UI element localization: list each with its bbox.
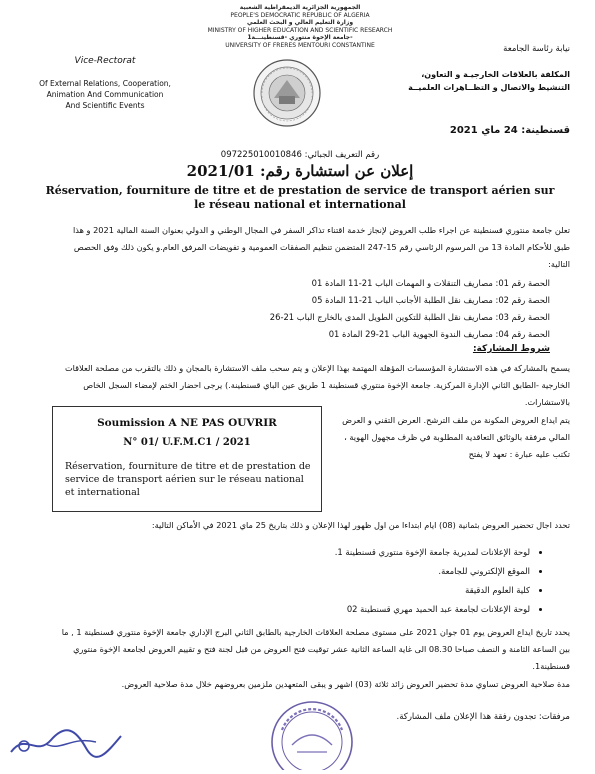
vice-rectorate-ar-title: نيابة رئاسة الجامعة: [503, 44, 570, 54]
header-ministry-en: MINISTRY OF HIGHER EDUCATION AND SCIENTIFIC RESEARCH: [207, 26, 393, 34]
university-logo: [252, 58, 322, 128]
place-item: • لوحة الإعلانات لجامعة عبد الحميد مهري قسنطينة 02: [240, 601, 530, 618]
header-university-ar: جامعة الإخوة منتوري -قسنطينـــة1-: [247, 34, 353, 41]
vice-rectorat-block: [20, 56, 190, 111]
lots-list: [200, 275, 550, 343]
document-date: قسنطينة: 24 ماي 2021: [449, 125, 570, 136]
envelope-reference: N° 01/ U.F.M.C1 / 2021: [123, 437, 251, 448]
vice-rectorat-line2: Animation And Communication: [46, 90, 164, 99]
lot-item: الحصة رقم 02: مصاريف نقل الطلبة الأجانب الباب 21-11 المادة 05: [311, 295, 550, 305]
envelope-subject: Réservation, fourniture de titre et de prestation de service de transport aérien sur le réseau national et international: [65, 461, 311, 498]
vice-rectorat-title: Vice-Rectorat: [74, 56, 136, 66]
opening-paragraph: يحدد تاريخ ايداع العروض يوم 01 جوان 2021 على مستوى مصلحة العلاقات الخارجية بالطابق الثاني البرج الإداري جامعة الإخوة منتوري قسنطينة 1 , ما بين الساعة الثامنة و النصف صباحا 08.30 الى غاية الساعة الثانية عشر توقيت فتح العروض من قبل لجنة فتح و تقييم العروض لجامعة الإخوة منتوري قسنطينة1.: [61, 627, 570, 671]
announcement-title: إعلان عن استشارة رقم: 2021/01: [186, 162, 414, 180]
envelope-do-not-open: Soumission A NE PAS OUVRIR: [97, 417, 277, 429]
lot-item: الحصة رقم 03: مصاريف نقل الطلبة للتكوين الطويل المدى بالخارج الباب 21-26: [269, 312, 550, 322]
deadline-paragraph: تحدد اجال تحضير العروض بثمانية (08) ايام ابتداءا من اول ظهور لهذا الإعلان و ذلك بتاريخ 25 ماي 2021 في الأماكن التالية:: [151, 520, 570, 530]
header-republic-ar: الجمهورية الجزائرية الديمقراطية الشعبية: [239, 4, 361, 11]
deposit-paragraph: يتم ايداع العروض المكونة من ملف الترشح. العرض التقني و العرض المالي مرفقة بالوثائق التعاقدية المطلوبة في ظرف مجهول الهوية ، تكتب عليه عبارة : تعهد لا يفتح: [342, 415, 570, 459]
vice-rectorate-ar-block: [380, 44, 570, 94]
conditions-paragraph: يسمح بالمشاركة في هذه الاستشارة المؤسسات المؤهلة المهتمة بهذا الإعلان و يتم سحب ملف الاستشارة بالمجان و ذلك بالتقرب من مصلحة العلاقات الخارجية -الطابق الثاني الإدارة المركزية. جامعة الإخوة منتوري قسنطينة 1 طريق عين الباي قسنطينة.) يرجى احضار الختم لإمضاء السجل الخاص بالاستشارات.: [64, 363, 570, 407]
header-ministry-ar: وزارة التعليم العالي و البحث العلمي: [246, 19, 354, 26]
header-university-en: UNIVERSITY OF FRERES MENTOURI CONSTANTINE: [225, 41, 375, 49]
vice-rectorat-line1: Of External Relations, Cooperation,: [39, 79, 171, 88]
conditions-heading: شروط المشاركة:: [472, 344, 550, 354]
place-item: • لوحة الإعلانات لمديرية جامعة الإخوة منتوري قسنطينة 1.: [240, 544, 530, 561]
letterhead: [170, 4, 430, 49]
lot-item: الحصة رقم 01: مصاريف التنقلات و المهمات الباب 21-11 المادة 01: [311, 278, 550, 288]
signature: [6, 722, 126, 762]
vice-rectorat-line3: And Scientific Events: [65, 101, 145, 110]
header-republic-en: PEOPLE'S DEMOCRATIC REPUBLIC OF ALGERIA: [230, 11, 370, 19]
place-item: • الموقع الإلكتروني للجامعة.: [240, 563, 530, 580]
tax-id: رقم التعريف الجبائي: 097225010010846: [220, 150, 380, 160]
attachments-note: مرفقات: تجدون رفقة هذا الإعلان ملف المشاركة.: [396, 712, 570, 722]
vice-rectorate-ar-line1: المكلفة بالعلاقات الخارجيـة و التعاون،: [421, 70, 570, 79]
official-stamp: [262, 690, 362, 770]
places-list: [240, 544, 544, 620]
validity-paragraph: مدة صلاحية العروض تساوي مدة تحضير العروض زائد ثلاثة (03) اشهر و يبقى المتعهدين ملزمين بعروضهم خلال مدة صلاحية العروض.: [121, 679, 570, 689]
place-item: • كلية العلوم الدقيقة: [240, 582, 530, 599]
vice-rectorate-ar-line2: التنشيط والاتصال و التظــاهرات العلميــة: [408, 83, 570, 92]
french-title: Réservation, fourniture de titre et de prestation de service de transport aérien sur le réseau national et international: [45, 184, 555, 211]
lot-item: الحصة رقم 04: مصاريف الندوة الجهوية الباب 21-29 المادة 01: [328, 329, 550, 339]
envelope-label-box: [52, 406, 322, 512]
intro-paragraph: تعلن جامعة منتوري قسنطينة عن اجراء طلب العروض لإنجاز خدمة اقتناء تذاكر السفر في المجال الوطني و الدولي بعنوان السنة المالية 2021 و هذا طبق للأحكام المادة 13 من المرسوم الرئاسي رقم 15-247 المتضمن تنظيم الصفقات العمومية و تفويضات المرفق العام.و يكون ذلك وفق الحصص التالية:: [73, 225, 570, 269]
